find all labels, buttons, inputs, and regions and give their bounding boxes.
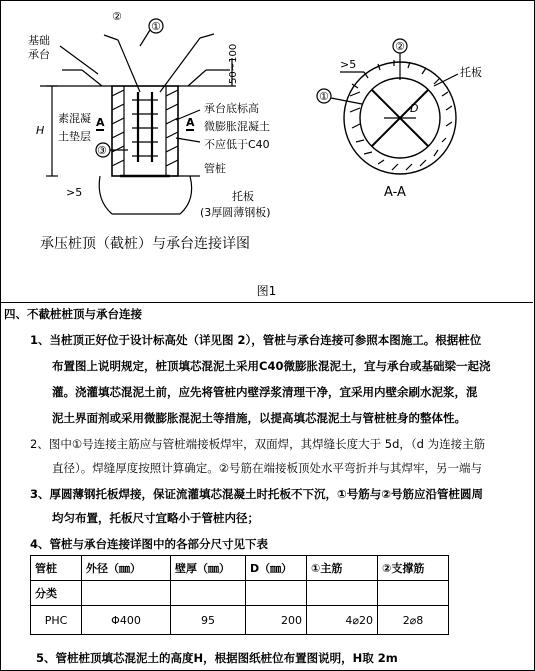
- item-1-line-3: 灌。浇灌填芯混泥土前，应先将管桩内壁浮浆清理干净，宜采用内壁余刷水泥浆，混: [52, 385, 478, 399]
- table-cell: Φ400: [82, 606, 171, 635]
- item-1-line-4: 泥土界面剂或采用微膨胀混泥土等措施，以提高填芯混泥土与管桩桩身的整体性。: [52, 411, 466, 425]
- pile-label: 管桩: [204, 162, 226, 175]
- table-cell: 4⌀20: [307, 606, 378, 635]
- table-header-cell: ①主筋: [307, 556, 378, 581]
- section-title: 四、不截桩桩顶与承台连接: [4, 307, 142, 321]
- dim-50-100: 50~100: [228, 43, 239, 84]
- cap-label-1: 基础: [28, 34, 50, 47]
- item-3-line-1: 3、厚圆薄钢托板焊接，保证流灌填芯混凝土时托板不下沉，①号筋与②号筋应沿管桩圆周: [30, 487, 483, 501]
- section-aa: A-A: [384, 185, 406, 200]
- item-2-line-2: 直径）。焊缝厚度按照计算确定。②号筋在端接板顶处水平弯折并与其焊牢，另一端与: [52, 461, 483, 475]
- plain-concrete-1: 素混凝: [58, 112, 91, 125]
- table-header-cell: 壁厚（㎜）: [171, 556, 246, 581]
- item-1-line-2: 布置图上说明规定，桩顶填芯混泥土采用C40微膨胀混泥土，宜与承台或基础梁一起浇: [52, 359, 491, 373]
- d-label: D: [410, 102, 419, 115]
- table-row: [31, 606, 449, 635]
- table-header-cell: 管桩: [31, 556, 82, 581]
- plain-concrete-2: 土垫层: [58, 130, 91, 143]
- cap-label-2: 承台: [28, 48, 50, 61]
- table-cell: [378, 581, 449, 606]
- section-a-right: A: [186, 116, 195, 129]
- table-cell: 95: [171, 606, 246, 635]
- geq5-left: >5: [66, 186, 83, 199]
- marker-3: ③: [97, 144, 107, 157]
- figure-caption: 图1: [256, 284, 277, 298]
- marker-1-right: ①: [319, 90, 329, 103]
- section-a-left: A: [96, 116, 105, 129]
- table-header-row-2: [31, 581, 449, 606]
- connection-detail-drawing: [0, 0, 533, 280]
- table-cell: 2⌀8: [378, 606, 449, 635]
- tray-label-right: 托板: [460, 66, 482, 79]
- tray-label-left: 托板: [232, 190, 254, 203]
- item-2-line-1: 2、图中①号连接主筋应与管桩端接板焊牢，双面焊，其焊缝长度大于 5d，（d 为连接主筋: [30, 437, 486, 451]
- marker-1-left: ①: [151, 20, 161, 33]
- figure-area: [0, 0, 533, 302]
- cap-bottom-label: 承台底标高: [204, 102, 259, 115]
- table-cell: [246, 581, 307, 606]
- dim-h: H: [36, 124, 45, 137]
- table-header-cell: 外径（㎜）: [82, 556, 171, 581]
- spec-table: [30, 555, 449, 635]
- marker-2-left: ②: [112, 10, 122, 23]
- table-header-cell: ②支撑筋: [378, 556, 449, 581]
- item-4-line-1: 4、管桩与承台连接详图中的各部分尺寸见下表: [30, 537, 268, 551]
- expansive-label: 微膨胀混凝土: [204, 120, 270, 133]
- table-cell: PHC: [31, 606, 82, 635]
- table-header-row: [31, 556, 449, 581]
- divider: [0, 302, 533, 303]
- table-cell: [307, 581, 378, 606]
- marker-2-right: ②: [395, 40, 405, 53]
- geq5-right: >5: [340, 58, 357, 71]
- item-1-line-1: 1、当桩顶正好位于设计标高处（详见图 2），管桩与承台连接可参照本图施工。根据桩位: [30, 333, 482, 347]
- table-header-cell: 分类: [31, 581, 82, 606]
- table-cell: [82, 581, 171, 606]
- figure-title: 承压桩顶（截桩）与承台连接详图: [40, 236, 250, 252]
- tray-plate-label: (3厚圆薄钢板): [200, 206, 271, 219]
- grade-label: 不应低于C40: [204, 138, 270, 151]
- table-header-cell: D（㎜）: [246, 556, 307, 581]
- table-cell: 200: [246, 606, 307, 635]
- table-cell: [171, 581, 246, 606]
- footer-line: 5、管桩桩顶填芯混泥土的高度H，根据图纸桩位布置图说明，H取 2m: [36, 651, 398, 665]
- item-3-line-2: 均匀布置，托板尺寸宜略小于管桩内径；: [52, 511, 259, 525]
